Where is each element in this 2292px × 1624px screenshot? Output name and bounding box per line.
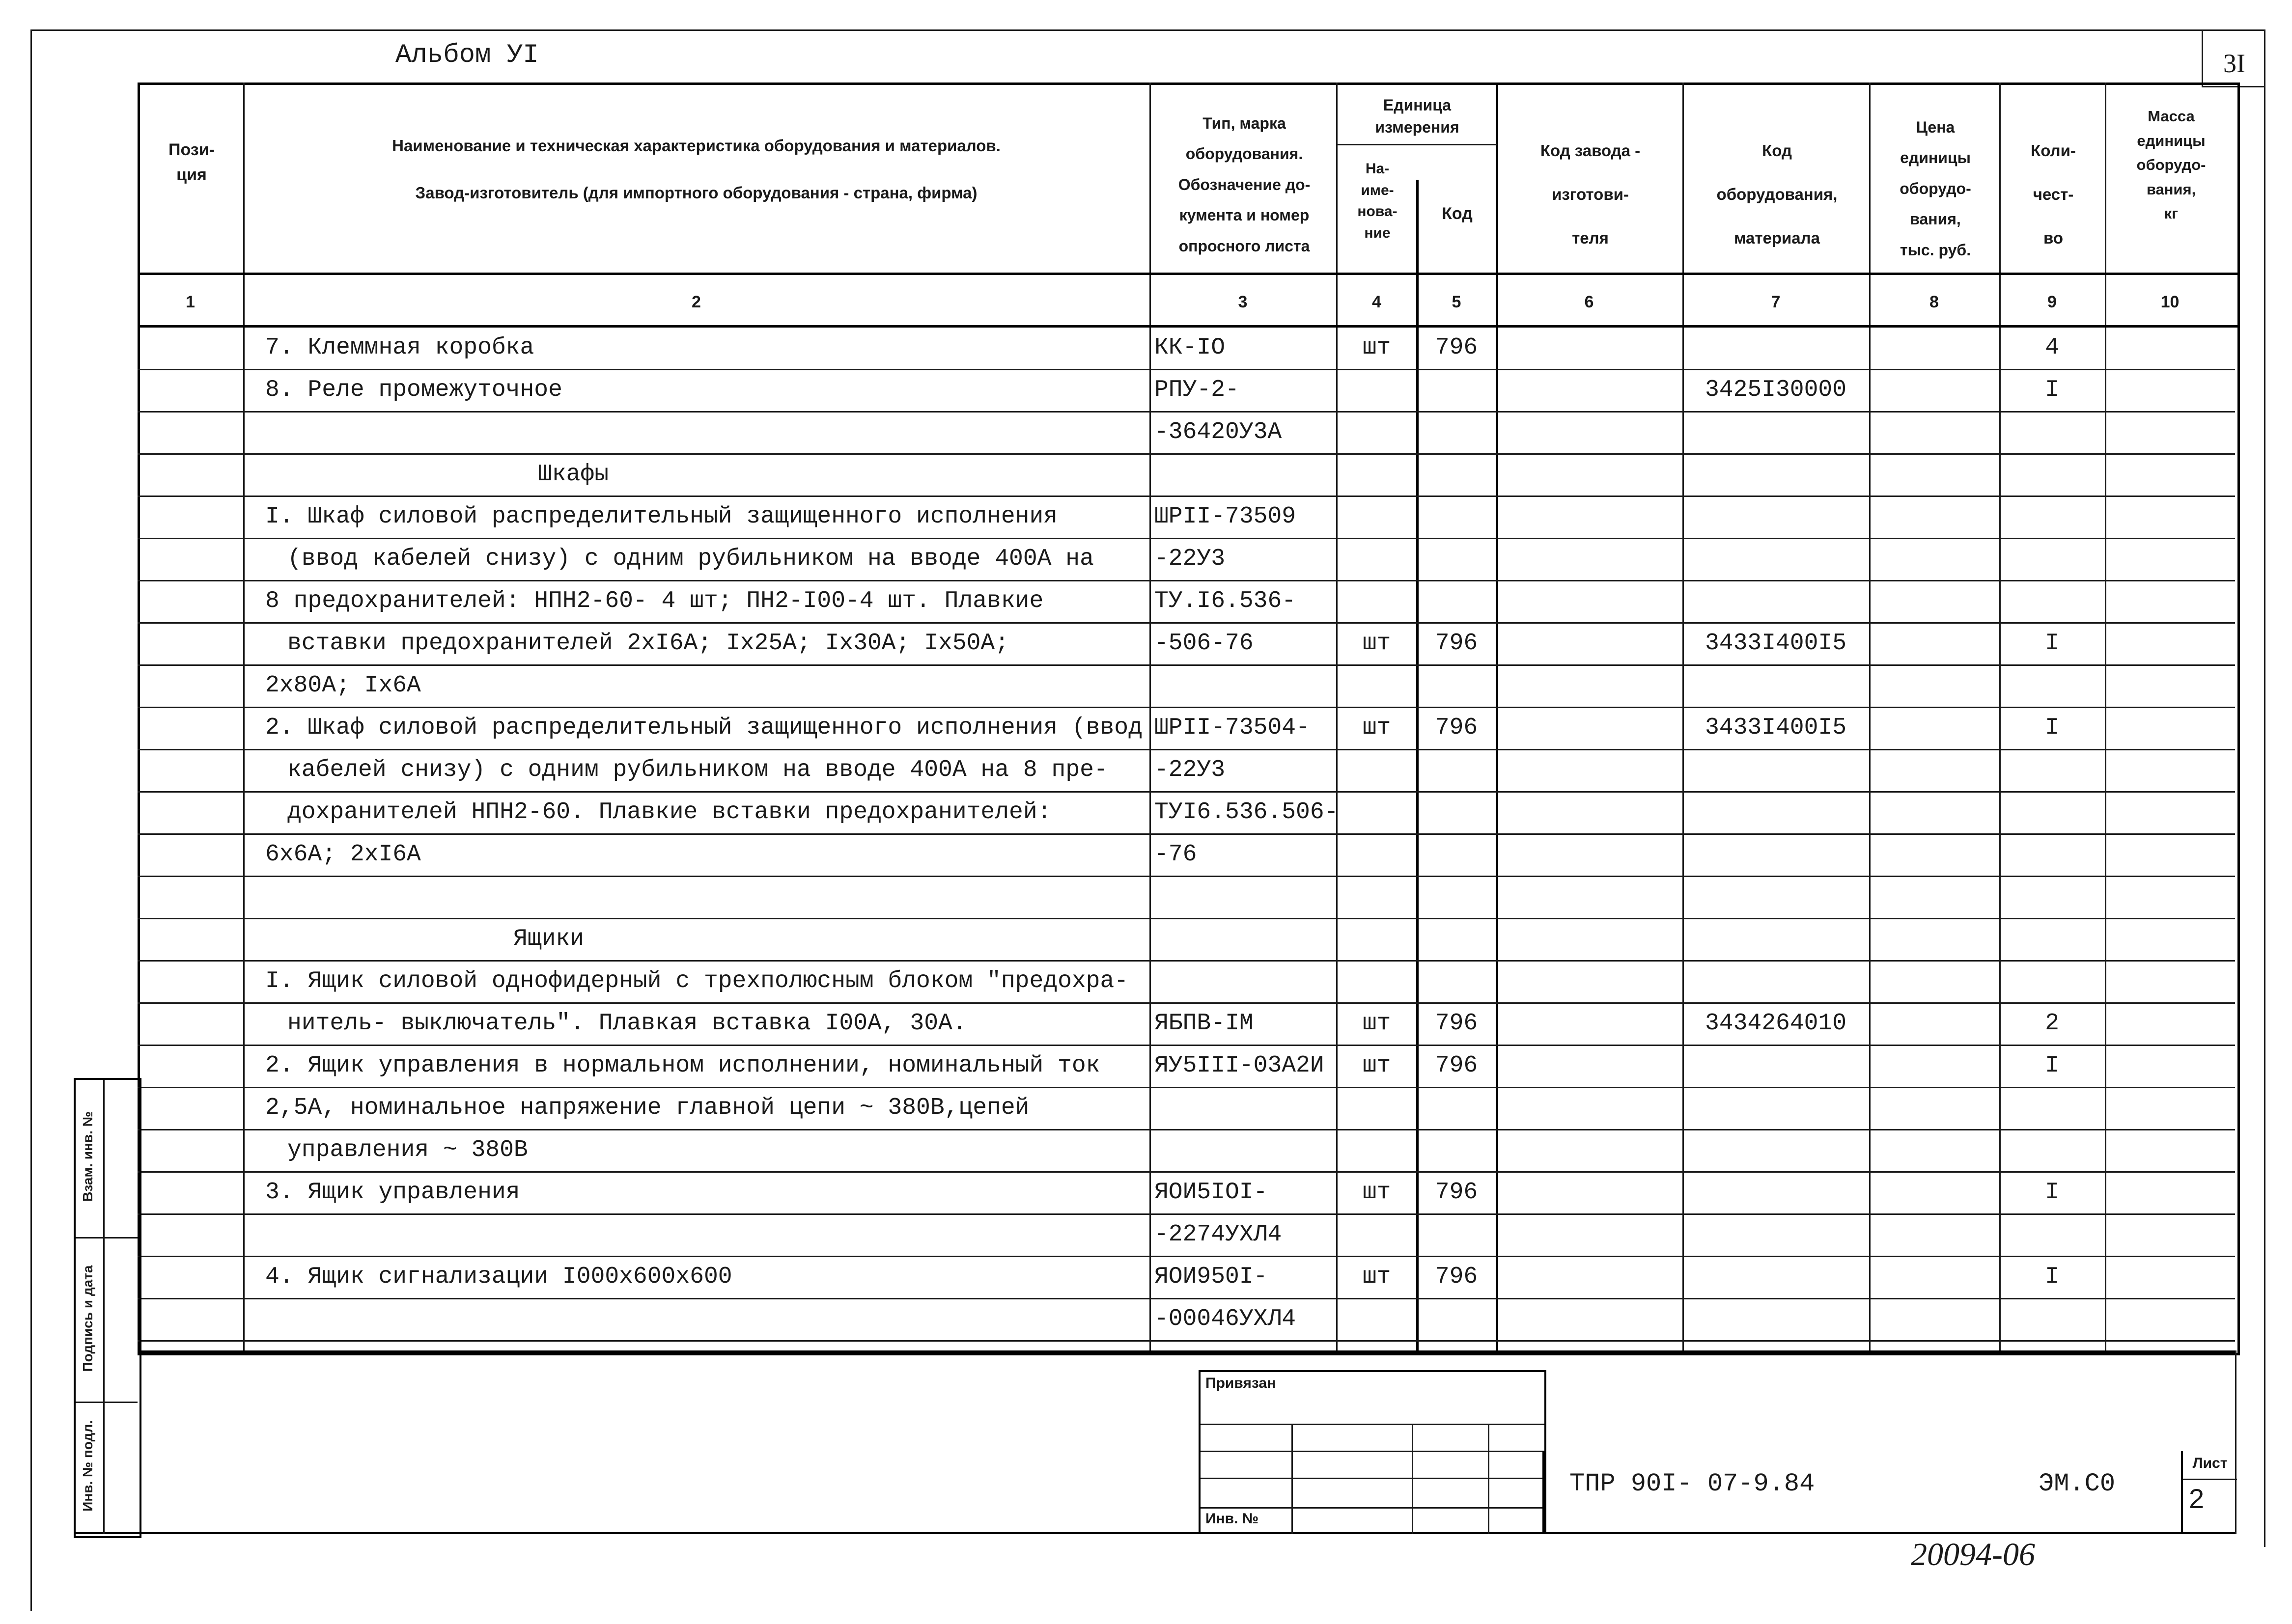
- col-number: 1: [186, 293, 195, 311]
- table-row: [138, 1088, 2235, 1130]
- side-label-vzam: Взам. инв. №: [80, 1111, 95, 1202]
- header-price: Цена единицы оборудо- вания, тыс. руб.: [1900, 118, 1971, 259]
- spec-table-body: [138, 328, 2235, 1359]
- col-number: 7: [1771, 293, 1781, 311]
- table-row: [138, 961, 2235, 1003]
- privyazan-line: [1201, 1507, 1544, 1509]
- item-name-cell: 2. Ящик управления в нормальном исполнении, номинальный ток: [265, 1052, 1100, 1079]
- col-number: 5: [1452, 293, 1461, 311]
- document-code: ТПР 90I- 07-9.84: [1569, 1469, 1815, 1498]
- table-row: [138, 1299, 2235, 1341]
- item-type-cell: ТУ.I6.536-: [1154, 588, 1296, 614]
- side-stamp-divider: [103, 1080, 105, 1534]
- item-type-cell: ЯОИ950I-: [1154, 1264, 1268, 1290]
- item-type-cell: -506-76: [1154, 630, 1254, 657]
- privyazan-line: [1201, 1424, 1544, 1425]
- quantity-cell: I: [2045, 1052, 2059, 1079]
- album-label: Альбом УI: [395, 40, 539, 70]
- frame-left-line: [30, 29, 32, 1611]
- unit-code-cell: 796: [1435, 1052, 1478, 1079]
- handwritten-number: 20094-06: [1911, 1537, 2035, 1572]
- table-row: [138, 1003, 2235, 1046]
- item-type-cell: -22У3: [1154, 546, 1226, 572]
- item-name-cell: I. Ящик силовой однофидерный с трехполюсным блоком "предохра-: [265, 968, 1129, 994]
- header-name-line1: Наименование и техническая характеристика оборудования и материалов.: [392, 137, 1001, 155]
- header-position: Пози- ция: [168, 140, 215, 184]
- table-row: [138, 1046, 2235, 1088]
- unit-code-cell: 796: [1435, 1264, 1478, 1290]
- item-name-cell: Шкафы: [538, 461, 609, 488]
- quantity-cell: I: [2045, 377, 2059, 403]
- table-row: [138, 370, 2235, 412]
- side-label-podpis: Подпись и дата: [80, 1265, 95, 1372]
- header-unit-code: Код: [1442, 204, 1473, 223]
- item-type-cell: ЯБПВ-IМ: [1154, 1010, 1254, 1037]
- item-type-cell: ЯОИ5IOI-: [1154, 1179, 1268, 1206]
- table-row: [138, 454, 2235, 496]
- equipment-code-cell: 3433I400I5: [1705, 715, 1847, 741]
- side-label-inv-podl: Инв. № подл.: [80, 1420, 95, 1512]
- equipment-code-cell: 3425I30000: [1705, 377, 1847, 403]
- stamp-bottom-line: [74, 1532, 2235, 1534]
- sheet-label: Лист: [2192, 1455, 2228, 1471]
- side-stamp-line: [76, 1237, 138, 1239]
- item-type-cell: ШРII-73504-: [1154, 715, 1310, 741]
- document-mark: ЭМ.С0: [2039, 1469, 2116, 1498]
- item-type-cell: КК-IO: [1154, 334, 1226, 361]
- frame-right-line: [2264, 29, 2265, 1547]
- side-stamp: [74, 1078, 141, 1538]
- item-name-cell: 7. Клеммная коробка: [265, 334, 534, 361]
- unit-code-cell: 796: [1435, 715, 1478, 741]
- item-type-cell: -76: [1154, 841, 1197, 868]
- quantity-cell: I: [2045, 1264, 2059, 1290]
- privyazan-col: [1488, 1424, 1489, 1534]
- item-name-cell: 2х80А; Iх6А: [265, 672, 421, 699]
- unit-name-cell: шт: [1362, 1264, 1391, 1290]
- header-unit: Единица измерения: [1375, 96, 1459, 136]
- header-subdivider: [1336, 144, 1497, 145]
- table-row: [138, 919, 2235, 961]
- col-number: 10: [2160, 293, 2180, 311]
- table-row: [138, 1130, 2235, 1172]
- unit-name-cell: шт: [1362, 1010, 1391, 1037]
- item-name-cell: управления ~ 380В: [287, 1137, 528, 1163]
- item-type-cell: -36420У3А: [1154, 419, 1282, 445]
- stamp-divider: [1542, 1451, 1544, 1534]
- item-type-cell: -2274УХЛ4: [1154, 1221, 1282, 1248]
- table-row: [138, 539, 2235, 581]
- item-name-cell: 4. Ящик сигнализации I000х600х600: [265, 1264, 732, 1290]
- table-bottom-line: [138, 1350, 2235, 1353]
- sheet-value: 2: [2189, 1483, 2205, 1514]
- table-row: [138, 623, 2235, 665]
- item-type-cell: -22У3: [1154, 757, 1226, 783]
- privyazan-col: [1291, 1424, 1293, 1534]
- privyazan-label: Привязан: [1205, 1375, 1276, 1391]
- item-name-cell: I. Шкаф силовой распределительный защищенного исполнения: [265, 503, 1058, 530]
- privyazan-col: [1412, 1424, 1413, 1534]
- inv-no-label: Инв. №: [1205, 1511, 1259, 1527]
- item-type-cell: ШРII-73509: [1154, 503, 1296, 530]
- row-divider: [138, 1340, 2235, 1342]
- header-name-line2: Завод-изготовитель (для импортного оборудования - страна, фирма): [415, 184, 978, 202]
- unit-name-cell: шт: [1362, 715, 1391, 741]
- item-name-cell: нитель- выключатель". Плавкая вставка I00А, 30А.: [287, 1010, 967, 1037]
- quantity-cell: 4: [2045, 334, 2059, 361]
- unit-code-cell: 796: [1435, 1010, 1478, 1037]
- unit-code-cell: 796: [1435, 334, 1478, 361]
- item-name-cell: вставки предохранителей 2хI6А; Iх25А; Iх30А; Iх50А;: [287, 630, 1009, 657]
- quantity-cell: 2: [2045, 1010, 2059, 1037]
- equipment-code-cell: 3433I400I5: [1705, 630, 1847, 657]
- sheet-box-line: [2183, 1479, 2237, 1480]
- col-number: 9: [2047, 293, 2057, 311]
- table-row: [138, 1214, 2235, 1257]
- header-equipment-code: Код оборудования, материала: [1716, 141, 1838, 248]
- item-name-cell: 3. Ящик управления: [265, 1179, 520, 1206]
- unit-name-cell: шт: [1362, 1052, 1391, 1079]
- sheet-number-box: [2202, 29, 2265, 87]
- item-name-cell: дохранителей НПН2-60. Плавкие вставки предохранителей:: [287, 799, 1052, 826]
- sheet-box: [2181, 1451, 2237, 1532]
- col-number: 6: [1584, 293, 1594, 311]
- quantity-cell: I: [2045, 715, 2059, 741]
- frame-top-line: [30, 29, 2265, 31]
- col-number: 2: [692, 293, 701, 311]
- table-row: [138, 708, 2235, 750]
- item-type-cell: -00046УХЛ4: [1154, 1306, 1296, 1332]
- item-type-cell: ТУI6.536.506-: [1154, 799, 1339, 826]
- sheet-number-top: 3I: [2223, 49, 2245, 78]
- table-row: [138, 665, 2235, 708]
- item-name-cell: (ввод кабелей снизу) с одним рубильником на вводе 400А на: [287, 546, 1094, 572]
- item-type-cell: РПУ-2-: [1154, 377, 1239, 403]
- table-row: [138, 412, 2235, 454]
- table-row: [138, 792, 2235, 834]
- header-factory-code: Код завода - изготови- теля: [1540, 141, 1641, 248]
- item-name-cell: 6х6А; 2хI6А: [265, 841, 421, 868]
- table-row: [138, 877, 2235, 919]
- privyazan-line: [1201, 1451, 1544, 1452]
- table-row: [138, 750, 2235, 792]
- unit-name-cell: шт: [1362, 334, 1391, 361]
- table-row: [138, 496, 2235, 539]
- col-number: 3: [1238, 293, 1248, 311]
- table-row: [138, 581, 2235, 623]
- item-type-cell: ЯУ5III-03А2И: [1154, 1052, 1324, 1079]
- privyazan-block: [1199, 1370, 1546, 1534]
- equipment-code-cell: 3434264010: [1705, 1010, 1847, 1037]
- table-row: [138, 328, 2235, 370]
- item-name-cell: кабелей снизу) с одним рубильником на вводе 400А на 8 пре-: [287, 757, 1108, 783]
- unit-name-cell: шт: [1362, 630, 1391, 657]
- table-row: [138, 1172, 2235, 1214]
- header-bottom-line: [138, 273, 2237, 275]
- item-name-cell: 2. Шкаф силовой распределительный защищенного исполнения (ввод: [265, 715, 1143, 741]
- col-number: 8: [1929, 293, 1939, 311]
- item-name-cell: 8 предохранителей: НПН2-60- 4 шт; ПН2-I00-4 шт. Плавкие: [265, 588, 1044, 614]
- unit-code-cell: 796: [1435, 630, 1478, 657]
- quantity-cell: I: [2045, 630, 2059, 657]
- header-quantity: Коли- чест- во: [2031, 141, 2076, 248]
- header-mass: Масса единицы оборудо- вания, кг: [2136, 108, 2206, 222]
- quantity-cell: I: [2045, 1179, 2059, 1206]
- table-row: [138, 834, 2235, 877]
- item-name-cell: Ящики: [513, 926, 585, 952]
- col-number: 4: [1372, 293, 1381, 311]
- table-row: [138, 1257, 2235, 1299]
- header-unit-name: На- име- нова- ние: [1357, 161, 1398, 241]
- unit-name-cell: шт: [1362, 1179, 1391, 1206]
- item-name-cell: 2,5А, номинальное напряжение главной цепи ~ 380В,цепей: [265, 1095, 1030, 1121]
- privyazan-line: [1201, 1478, 1544, 1479]
- header-type: Тип, марка оборудования. Обозначение до- кумента и номер опросного листа: [1178, 114, 1311, 255]
- item-name-cell: 8. Реле промежуточное: [265, 377, 562, 403]
- unit-code-cell: 796: [1435, 1179, 1478, 1206]
